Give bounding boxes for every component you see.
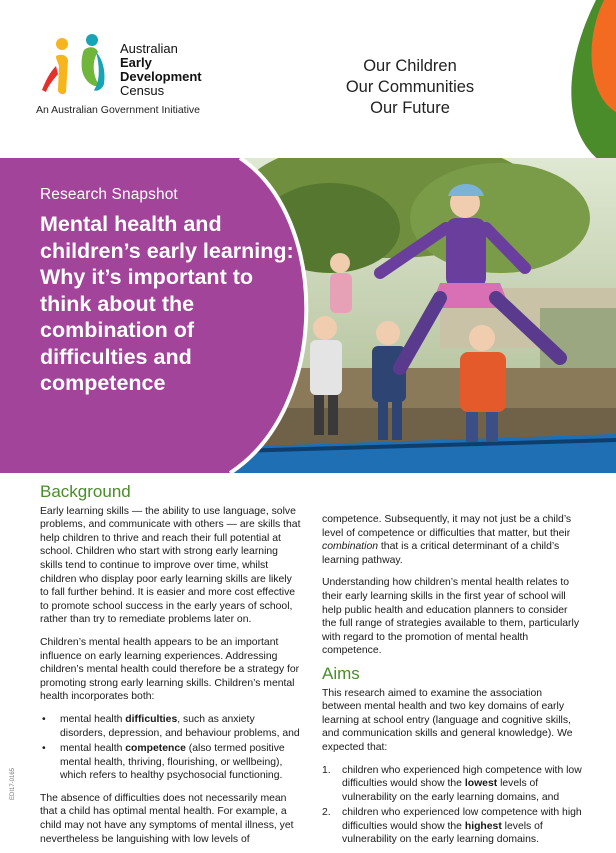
hero-text (40, 186, 300, 397)
slogan-line-2 (340, 77, 480, 98)
slogan-line-1 (340, 56, 480, 77)
i2-bold: highest (464, 820, 502, 832)
slogan-our-1: Our (363, 57, 396, 75)
hero-banner (0, 158, 616, 473)
b2-pre: mental health (60, 743, 126, 755)
document-code: EDI17-0165 (10, 767, 16, 800)
aedc-figures-icon (36, 30, 116, 100)
background-paragraph-2: Children’s mental health appears to be an important influence on early learning experiences. Addressing children’s mental health could therefore be a strategy for promoting strong early learning skills. Children’s mental health incorporates both: (40, 636, 300, 703)
logo-line-3: Development (120, 69, 202, 84)
b1-bold: difficulties (125, 713, 178, 725)
p4-pre: competence. Subsequently, it may not just be a child’s level of competence or difficulties that matter, but their (322, 514, 572, 539)
background-paragraph-3: The absence of difficulties does not necessarily mean that a child has optimal mental health. For example, a child may not have any symptoms of mental illness, yet nevertheless be languishing with low levels of (40, 792, 294, 845)
b1-pre: mental health (60, 713, 126, 725)
p4-post: that is a critical determinant of a child’s learning pathway. (322, 541, 560, 566)
logo-line-2: Early (120, 55, 152, 70)
slogan-communities: Communities (377, 78, 475, 96)
hero-title: Mental health and children’s early learning: Why it’s important to think about the combination of difficulties and competence (40, 212, 294, 395)
slogan-children: Children (395, 57, 457, 75)
list-item-difficulties (40, 713, 302, 740)
aims-heading: Aims (322, 663, 360, 683)
header (0, 0, 616, 160)
logo-line-1: Australian (120, 41, 178, 56)
i2-pre: children who experienced low competence with high difficulties would show the (342, 807, 582, 832)
slogan-line-3 (340, 98, 480, 119)
background-paragraph-5: Understanding how children’s mental health relates to their early learning skills in the first year of school will help public health and education planners to consider the full range of strategies available to them, particularly with regard to the promotion of mental health competence. (322, 577, 580, 657)
list-item-competence (40, 742, 302, 783)
slogan-future: Future (402, 99, 450, 117)
hypothesis-1-number: 1. (322, 764, 331, 776)
b1-post: , such as anxiety disorders, depression, and behaviour problems, and (60, 713, 300, 739)
right-column (322, 513, 584, 853)
hypothesis-2-number: 2. (322, 807, 331, 819)
logo-tagline: An Australian Government Initiative (36, 104, 201, 116)
aims-paragraph: This research aimed to examine the association between mental health and two key domains of early learning at school entry (language and cognitive skills, and communication skills and general knowledge). We expected that: (322, 687, 573, 753)
hero-kicker: Research Snapshot (40, 186, 178, 203)
b2-bold: competence (125, 743, 186, 755)
i1-pre: children who experienced high competence with low difficulties would show the (342, 764, 582, 790)
mental-health-list (40, 713, 302, 783)
i1-bold: lowest (464, 778, 498, 790)
b2-post: (also termed positive mental health, thriving, flourishing, or wellbeing), which refers to healthy psychosocial functioning. (60, 743, 285, 782)
corner-arcs-decoration (526, 0, 616, 170)
hypothesis-1 (322, 764, 584, 805)
background-paragraph-4 (322, 513, 584, 567)
hypotheses-list (322, 764, 584, 848)
i2-post: levels of vulnerability on the early learning domains. (342, 820, 543, 846)
hypothesis-2 (322, 806, 584, 847)
background-heading: Background (40, 482, 131, 501)
logo-line-4: Census (120, 83, 165, 98)
slogan-our-2: Our (345, 78, 378, 96)
background-paragraph-1: Early learning skills — the ability to use language, solve problems, and communicate with others — are skills that help children to thrive and reach their full potential at school. Children who start with strong early learning skills tend to continue to improve over time, whilst children who display poor early learning skills are likely to fall further behind. It is easier and more cost effective to promote school success in the early years of school, rather than try to remediate problems later on. (40, 505, 301, 626)
slogan-our-3: Our (370, 99, 403, 117)
p4-italic: combination (322, 541, 379, 553)
left-column (40, 482, 302, 853)
i1-post: levels of vulnerability on the early learning domains, and (342, 778, 560, 803)
slogan (340, 56, 480, 119)
aedc-logo (36, 30, 226, 130)
logo-wordmark (120, 42, 202, 98)
